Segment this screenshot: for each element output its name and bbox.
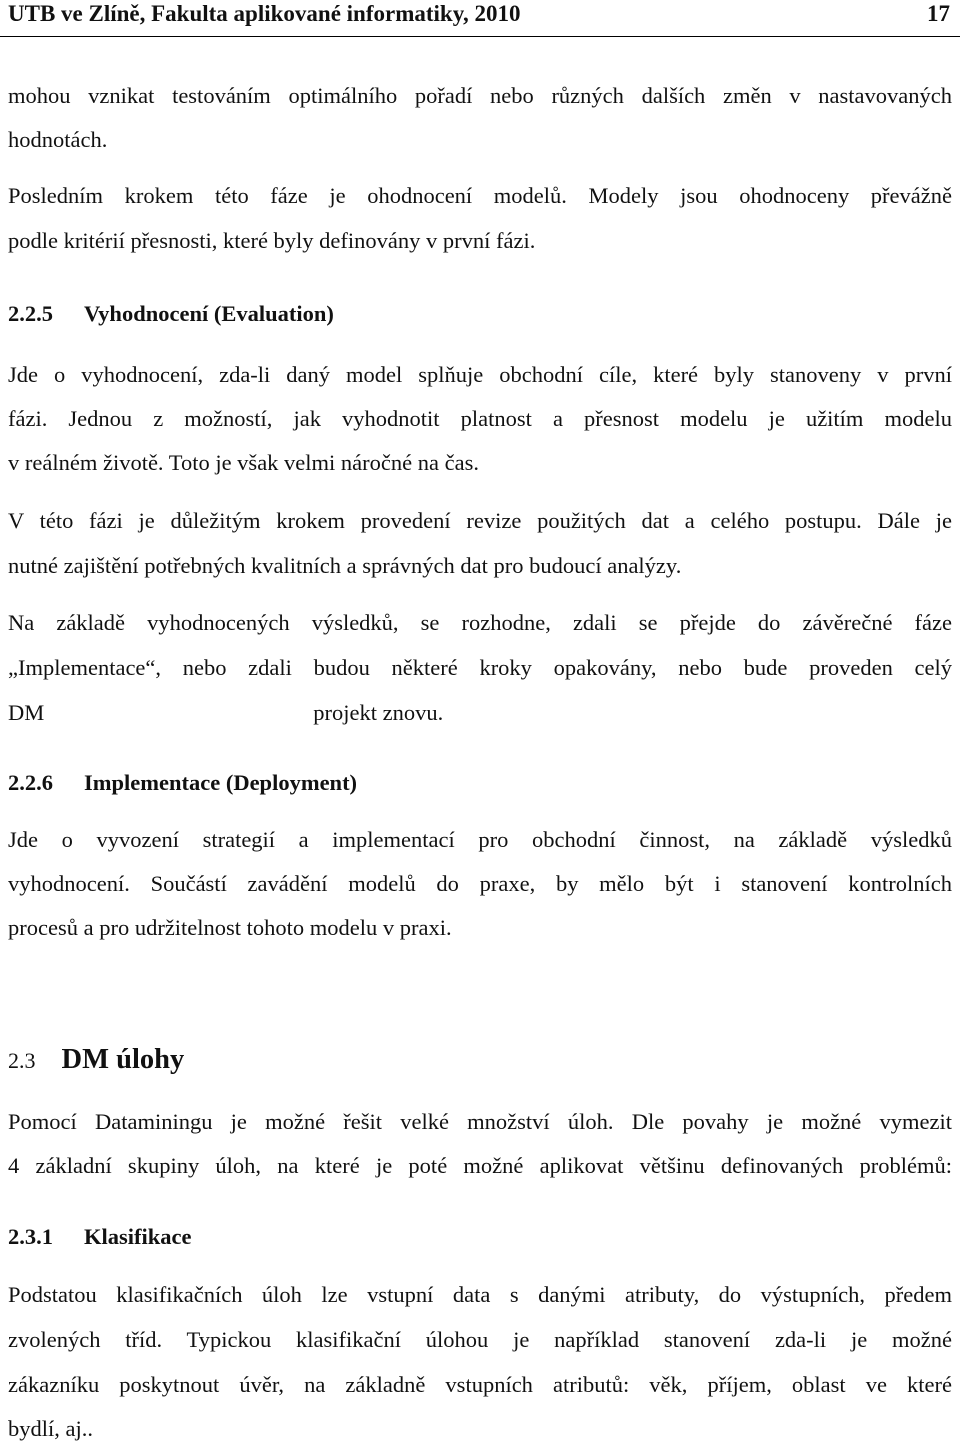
text-line: hodnotách. [8,127,108,152]
text-line: v reálném životě. Toto je však velmi náročné na čas. [8,450,479,475]
section-heading [8,769,357,797]
text-line: 4 základní skupiny úloh, na které je poté možné aplikovat většinu definovaných problémů: [8,1153,952,1178]
text-line: zákazníku poskytnout úvěr, na základně vstupních atributů: věk, příjem, oblast ve které [8,1372,952,1397]
text-line: Posledním krokem této fáze je ohodnocení modelů. Modely jsou ohodnoceny převážně [8,183,952,208]
text-line: procesů a pro udržitelnost tohoto modelu v praxi. [8,915,452,940]
text-line: podle kritérií přesnosti, které byly definovány v první fázi. [8,228,536,253]
text-line: Jde o vyhodnocení, zda-li daný model splňuje obchodní cíle, které byly stanoveny v první [8,362,952,387]
section-title: Klasifikace [84,1224,192,1249]
text-line: Pomocí Dataminingu je možné řešit velké množství úloh. Dle povahy je možné vymezit [8,1109,952,1134]
chapter-heading [8,1046,184,1075]
text-fragment: DM [8,700,45,725]
text-line [8,699,443,727]
text-line: zvolených tříd. Typickou klasifikační úlohou je například stanovení zda-li je možné [8,1327,952,1352]
text-line: vyhodnocení. Součástí zavádění modelů do praxe, by mělo být i stanovení kontrolních [8,871,952,896]
text-line: „Implementace“, nebo zdali budou některé kroky opakovány, nebo bude proveden celý [8,655,952,680]
text-line: V této fázi je důležitým krokem provedení revize použitých dat a celého postupu. Dále je [8,508,952,533]
text-line: mohou vznikat testováním optimálního pořadí nebo různých dalších změn v nastavovaných [8,83,952,108]
header-title: UTB ve Zlíně, Fakulta aplikované informatiky, 2010 [8,1,521,26]
text-fragment: projekt znovu. [313,700,444,725]
text-line: nutné zajištění potřebných kvalitních a správných dat pro budoucí analýzy. [8,553,682,578]
text-line: Jde o vyvození strategií a implementací pro obchodní činnost, na základě výsledků [8,827,952,852]
page-header [0,0,960,37]
section-title: Vyhodnocení (Evaluation) [84,301,334,326]
page-number: 17 [927,1,950,26]
section-heading [8,300,334,328]
section-number: 2.2.5 [8,301,53,326]
section-number: 2.3 [8,1048,36,1073]
section-number: 2.3.1 [8,1224,53,1249]
text-line: bydlí, aj.. [8,1416,93,1441]
section-title: Implementace (Deployment) [84,770,358,795]
text-line: fázi. Jednou z možností, jak vyhodnotit platnost a přesnost modelu je užitím modelu [8,406,952,431]
section-number: 2.2.6 [8,770,53,795]
text-line: Na základě vyhodnocených výsledků, se rozhodne, zdali se přejde do závěrečné fáze [8,610,952,635]
section-heading [8,1223,192,1251]
section-title: DM úlohy [61,1044,185,1075]
text-line: Podstatou klasifikačních úloh lze vstupní data s danými atributy, do výstupních, předem [8,1282,952,1307]
